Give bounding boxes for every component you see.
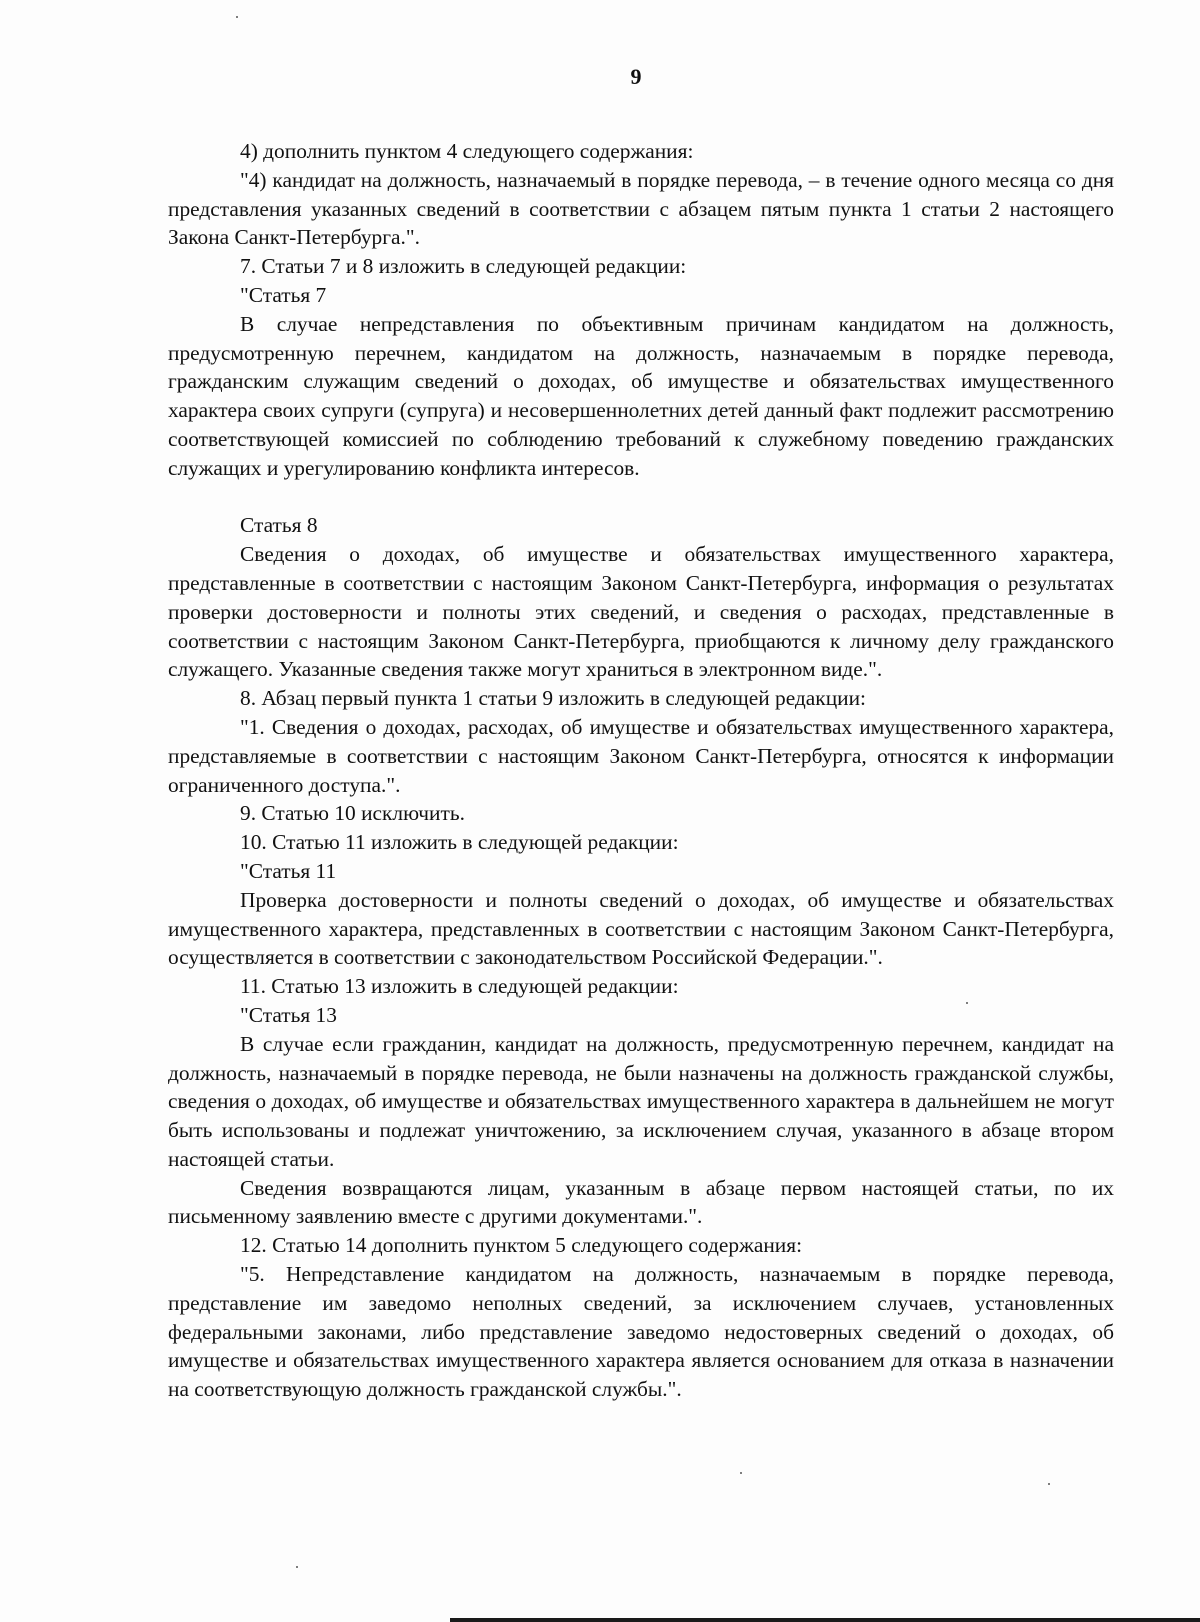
scan-speck bbox=[296, 1566, 298, 1568]
amendment-9: 9. Статью 10 исключить. bbox=[240, 801, 465, 826]
article-8-text: Сведения о доходах, об имуществе и обязательствах имущественного характера, представленные в соответствии с настоящим Законом Санкт-Петербурга, информация о результатах проверки достоверности и полноты этих сведений, и сведения о расходах, представленные в соответствии с настоящим Законом Санкт-Петербурга, приобщаются к личному делу гражданского служащего. Указанные сведения также могут храниться в электронном виде.". bbox=[168, 542, 1114, 682]
article-8-heading: Статья 8 bbox=[240, 513, 318, 538]
amendment-11-intro: 11. Статью 13 изложить в следующей редакции: bbox=[240, 974, 679, 999]
article-13-text-1: В случае если гражданин, кандидат на должность, предусмотренную перечнем, кандидат на должность, назначаемый в порядке перевода, не были назначены на должность гражданской службы, сведения о доходах, об имуществе и обязательствах имущественного характера в дальнейшем не могут быть использованы и подлежат уничтожению, за исключением случая, указанного в абзаце втором настоящей статьи. bbox=[168, 1031, 1114, 1171]
amendment-item-4-intro: 4) дополнить пунктом 4 следующего содержания: bbox=[240, 139, 694, 163]
scan-speck bbox=[1048, 1483, 1050, 1485]
amendment-7-intro: 7. Статьи 7 и 8 изложить в следующей редакции: bbox=[240, 254, 687, 279]
article-13-text-2: Сведения возвращаются лицам, указанным в абзаце первом настоящей статьи, по их письменному заявлению вместе с другими документами.". bbox=[168, 1175, 1114, 1229]
page-number: 9 bbox=[630, 64, 642, 89]
article-11-heading: "Статья 11 bbox=[240, 858, 337, 883]
article-11-text: Проверка достоверности и полноты сведений о доходах, об имуществе и обязательствах имущественного характера, представленных в соответствии с настоящим Законом Санкт-Петербурга, осуществляется в соответствии с законодательством Российской Федерации.". bbox=[168, 887, 1114, 970]
amendment-12-intro: 12. Статью 14 дополнить пунктом 5 следующего содержания: bbox=[240, 1233, 803, 1258]
scan-speck bbox=[740, 1472, 742, 1474]
paragraph-gap bbox=[168, 483, 1114, 512]
scan-speck bbox=[966, 1002, 968, 1004]
article-7-text: В случае непредставления по объективным причинам кандидатом на должность, предусмотренную перечнем, кандидатом на должность, назначаемым в порядке перевода, гражданским служащим сведений о доходах, об имуществе и обязательствах имущественного характера своих супруги (супруга) и несовершеннолетних детей данный факт подлежит рассмотрению соответствующей комиссией по соблюдению требований к служебному поведению гражданских служащих и урегулированию конфликта интересов. bbox=[168, 311, 1114, 480]
article-7-heading: "Статья 7 bbox=[240, 282, 327, 307]
amendment-8-intro: 8. Абзац первый пункта 1 статьи 9 изложить в следующей редакции: bbox=[240, 686, 866, 711]
article-13-heading: "Статья 13 bbox=[240, 1002, 337, 1027]
amendment-10-intro: 10. Статью 11 изложить в следующей редакции: bbox=[240, 830, 679, 855]
article-14-item-5-text: "5. Непредставление кандидатом на должность, назначаемым в порядке перевода, представление им заведомо неполных сведений, за исключением случаев, установленных федеральными законами, либо представление заведомо недостоверных сведений о доходах, об имуществе и обязательствах имущественного характера является основанием для отказа в назначении на соответствующую должность гражданской службы.". bbox=[168, 1262, 1114, 1402]
amendment-item-4-text: "4) кандидат на должность, назначаемый в порядке перевода, – в течение одного месяца со дня представления указанных сведений в соответствии с абзацем пятым пункта 1 статьи 2 настоящего Закона Санкт-Петербурга.". bbox=[168, 167, 1114, 250]
scan-speck bbox=[236, 16, 238, 18]
document-body bbox=[168, 137, 1114, 1404]
article-9-text: "1. Сведения о доходах, расходах, об имуществе и обязательствах имущественного характера, представляемые в соответствии с настоящим Законом Санкт-Петербурга, относятся к информации ограниченного доступа.". bbox=[168, 714, 1114, 797]
scan-bottom-edge bbox=[450, 1618, 1200, 1622]
